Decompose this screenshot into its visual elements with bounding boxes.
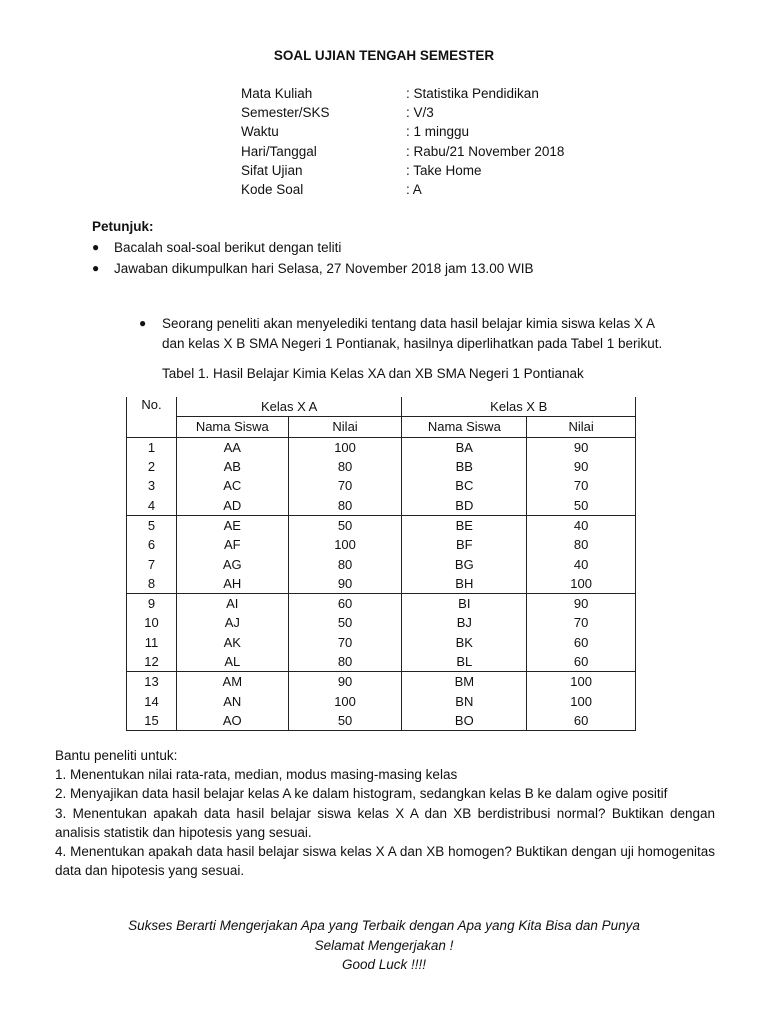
- info-value: : Statistika Pendidikan: [406, 86, 539, 101]
- info-label: Waktu: [241, 124, 279, 140]
- header-nilai-b: Nilai: [527, 417, 636, 437]
- table-row: [127, 633, 636, 652]
- cell-nama-b: BE: [402, 515, 527, 535]
- cell-nama-b: BF: [402, 535, 527, 554]
- cell-nama-a: AO: [176, 711, 288, 731]
- table-body: [127, 437, 636, 730]
- instructions-heading: Petunjuk:: [92, 219, 154, 234]
- cell-nilai-a: 80: [288, 554, 402, 573]
- cell-no: 2: [127, 457, 177, 476]
- cell-no: 12: [127, 652, 177, 672]
- cell-nilai-b: 50: [527, 495, 636, 515]
- cell-nama-b: BK: [402, 633, 527, 652]
- cell-no: 13: [127, 672, 177, 692]
- page-title: SOAL UJIAN TENGAH SEMESTER: [273, 48, 495, 63]
- cell-nama-b: BL: [402, 652, 527, 672]
- cell-nama-a: AL: [176, 652, 288, 672]
- cell-nama-a: AM: [176, 672, 288, 692]
- task-intro: Bantu peneliti untuk:: [55, 748, 178, 763]
- cell-nilai-b: 60: [527, 652, 636, 672]
- cell-nama-b: BB: [402, 457, 527, 476]
- cell-nilai-b: 90: [527, 457, 636, 476]
- table-row: [127, 672, 636, 692]
- info-row-waktu: [241, 122, 564, 141]
- cell-nama-b: BD: [402, 495, 527, 515]
- table-row: [127, 535, 636, 554]
- table-row: [127, 437, 636, 457]
- cell-nilai-a: 70: [288, 633, 402, 652]
- table-row: [127, 652, 636, 672]
- table-row: [127, 613, 636, 632]
- cell-nama-a: AG: [176, 554, 288, 573]
- cell-nama-b: BO: [402, 711, 527, 731]
- cell-no: 10: [127, 613, 177, 632]
- cell-nilai-b: 90: [527, 593, 636, 613]
- cell-nilai-b: 100: [527, 691, 636, 710]
- table-row: [127, 554, 636, 573]
- info-value: : 1 minggu: [406, 124, 470, 140]
- cell-nama-a: AK: [176, 633, 288, 652]
- cell-nilai-a: 50: [288, 515, 402, 535]
- cell-nama-b: BN: [402, 691, 527, 710]
- info-label: Mata Kuliah: [241, 86, 313, 101]
- table-caption: Tabel 1. Hasil Belajar Kimia Kelas XA dan XB SMA Negeri 1 Pontianak: [162, 366, 584, 381]
- cell-nilai-b: 70: [527, 476, 636, 495]
- cell-no: 15: [127, 711, 177, 731]
- cell-nama-b: BJ: [402, 613, 527, 632]
- cell-nilai-a: 80: [288, 457, 402, 476]
- header-kelas-a: Kelas X A: [176, 397, 402, 417]
- info-row-semester: [241, 103, 564, 122]
- table-row: [127, 495, 636, 515]
- instructions: [92, 217, 533, 279]
- cell-nilai-a: 90: [288, 574, 402, 594]
- cell-nilai-b: 40: [527, 515, 636, 535]
- task-item: 3. Menentukan apakah data hasil belajar siswa kelas X A dan XB berdistribusi normal? Buktikan dengan analisis statistik dan hipotesis yang sesuai.: [55, 805, 715, 840]
- cell-nama-a: AC: [176, 476, 288, 495]
- table-row: [127, 691, 636, 710]
- cell-nama-a: AD: [176, 495, 288, 515]
- cell-no: 8: [127, 574, 177, 594]
- cell-nilai-a: 50: [288, 613, 402, 632]
- header-kelas-b: Kelas X B: [402, 397, 636, 417]
- cell-nilai-b: 100: [527, 574, 636, 594]
- task-item: 1. Menentukan nilai rata-rata, median, modus masing-masing kelas: [55, 767, 458, 783]
- problem-intro: [139, 314, 679, 353]
- cell-nilai-a: 70: [288, 476, 402, 495]
- cell-no: 6: [127, 535, 177, 554]
- info-value: : Take Home: [406, 162, 482, 178]
- closing-line: Good Luck !!!!: [341, 957, 427, 972]
- instruction-text: Bacalah soal-soal berikut dengan teliti: [114, 240, 342, 255]
- exam-info: [241, 84, 564, 199]
- cell-nilai-a: 80: [288, 495, 402, 515]
- cell-no: 5: [127, 515, 177, 535]
- cell-nama-a: AF: [176, 535, 288, 554]
- bullet-icon: ●: [92, 240, 100, 254]
- header-nama-b: Nama Siswa: [402, 417, 527, 437]
- cell-nama-a: AH: [176, 574, 288, 594]
- table-row: [127, 711, 636, 731]
- cell-nama-a: AN: [176, 691, 288, 710]
- instruction-text: Jawaban dikumpulkan hari Selasa, 27 November 2018 jam 13.00 WIB: [114, 261, 534, 276]
- cell-nilai-a: 90: [288, 672, 402, 692]
- cell-nama-a: AJ: [176, 613, 288, 632]
- info-label: Semester/SKS: [241, 105, 330, 121]
- cell-nama-b: BG: [402, 554, 527, 573]
- cell-nilai-a: 50: [288, 711, 402, 731]
- cell-nama-a: AB: [176, 457, 288, 476]
- table-row: [127, 515, 636, 535]
- info-row-mata-kuliah: [241, 84, 564, 103]
- table-row: [127, 593, 636, 613]
- bullet-icon: ●: [139, 316, 147, 330]
- cell-nilai-b: 60: [527, 633, 636, 652]
- closing-message: [0, 916, 768, 975]
- cell-nilai-b: 100: [527, 672, 636, 692]
- cell-nilai-b: 80: [527, 535, 636, 554]
- table-row: [127, 457, 636, 476]
- bullet-icon: ●: [92, 261, 100, 275]
- cell-nilai-b: 70: [527, 613, 636, 632]
- info-row-hari-tanggal: [241, 142, 564, 161]
- cell-nama-a: AI: [176, 593, 288, 613]
- cell-nama-b: BA: [402, 437, 527, 457]
- info-label: Hari/Tanggal: [241, 143, 317, 159]
- cell-no: 4: [127, 495, 177, 515]
- cell-no: 11: [127, 633, 177, 652]
- cell-nama-b: BH: [402, 574, 527, 594]
- info-label: Kode Soal: [241, 181, 304, 197]
- closing-line: Sukses Berarti Mengerjakan Apa yang Terbaik dengan Apa yang Kita Bisa dan Punya: [128, 918, 640, 933]
- cell-nama-a: AA: [176, 437, 288, 457]
- info-value: : V/3: [406, 105, 434, 121]
- cell-nilai-b: 40: [527, 554, 636, 573]
- results-table: [126, 397, 636, 731]
- header-nama-a: Nama Siswa: [176, 417, 288, 437]
- cell-no: 1: [127, 437, 177, 457]
- info-value: : Rabu/21 November 2018: [406, 143, 565, 159]
- task-item: 4. Menentukan apakah data hasil belajar siswa kelas X A dan XB homogen? Buktikan dengan uji homogenitas data dan hipotesis yang sesuai.: [55, 844, 715, 879]
- cell-nilai-b: 60: [527, 711, 636, 731]
- cell-nilai-a: 60: [288, 593, 402, 613]
- cell-nilai-a: 80: [288, 652, 402, 672]
- task-list: [55, 746, 715, 880]
- cell-no: 7: [127, 554, 177, 573]
- header-nilai-a: Nilai: [288, 417, 402, 437]
- info-row-sifat-ujian: [241, 161, 564, 180]
- table-row: [127, 574, 636, 594]
- info-row-kode-soal: [241, 180, 564, 199]
- table-row: [127, 476, 636, 495]
- info-value: : A: [406, 181, 422, 197]
- cell-nama-b: BI: [402, 593, 527, 613]
- header-no: No.: [127, 397, 177, 437]
- cell-nilai-b: 90: [527, 437, 636, 457]
- cell-nilai-a: 100: [288, 437, 402, 457]
- cell-nama-b: BM: [402, 672, 527, 692]
- instruction-item: [92, 237, 533, 258]
- closing-line: Selamat Mengerjakan !: [314, 937, 454, 953]
- cell-nama-a: AE: [176, 515, 288, 535]
- task-item: 2. Menyajikan data hasil belajar kelas A ke dalam histogram, sedangkan kelas B ke dalam ogive positif: [55, 786, 668, 802]
- instruction-item: [92, 258, 533, 279]
- cell-nilai-a: 100: [288, 535, 402, 554]
- cell-nilai-a: 100: [288, 691, 402, 710]
- cell-nama-b: BC: [402, 476, 527, 495]
- cell-no: 3: [127, 476, 177, 495]
- cell-no: 9: [127, 593, 177, 613]
- problem-intro-text: Seorang peneliti akan menyelediki tentang data hasil belajar kimia siswa kelas X A dan kelas X B SMA Negeri 1 Pontianak, hasilnya diperlihatkan pada Tabel 1 berikut.: [162, 316, 663, 351]
- cell-no: 14: [127, 691, 177, 710]
- info-label: Sifat Ujian: [241, 162, 303, 178]
